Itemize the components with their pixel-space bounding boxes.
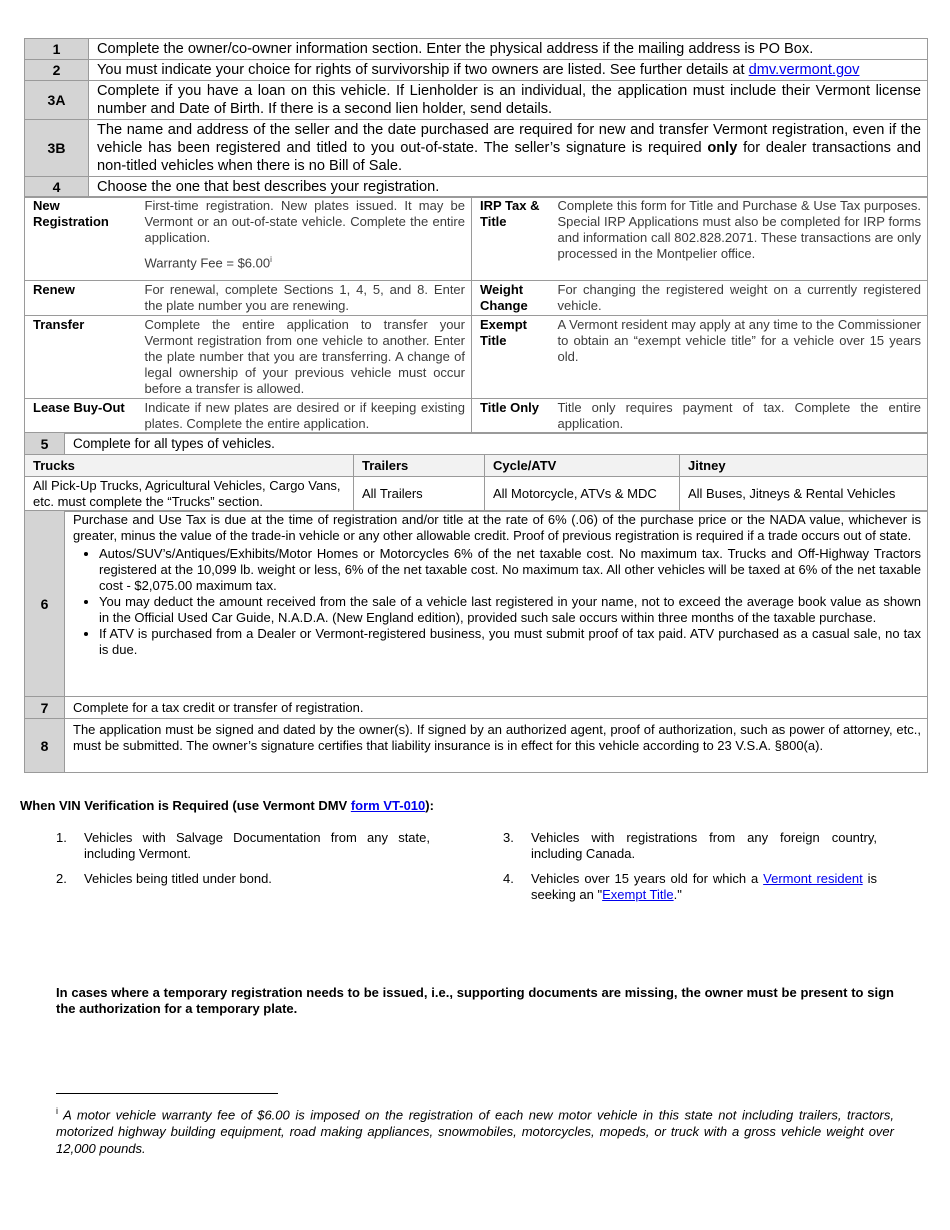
- registration-label-irp: IRP Tax & Title: [472, 197, 550, 281]
- step-number: 1: [25, 39, 89, 60]
- dmv-website-link[interactable]: dmv.vermont.gov: [748, 62, 860, 78]
- section-5-table: [24, 432, 928, 455]
- step-text-body: You must indicate your choice for rights of survivorship if two owners are listed. See further details at: [97, 62, 749, 78]
- registration-row: [25, 197, 928, 281]
- step-row-2: [25, 60, 928, 81]
- registration-desc-transfer: Complete the entire application to transfer your Vermont registration from one vehicle to another. Enter the plate number that you are transferring. A change of legal ownership of your previous vehicle must occur before a transfer is allowed.: [137, 316, 472, 399]
- registration-label-renew: Renew: [25, 281, 137, 316]
- registration-label-weight: Weight Change: [472, 281, 550, 316]
- purchase-use-tax: [65, 511, 928, 697]
- step-text: The application must be signed and dated by the owner(s). If signed by an authorized agent, proof of authorization, such as power of attorney, etc., must be submitted. The owner’s signature certifies that liability insurance is in effect for this vehicle according to 23 V.S.A. §800(a).: [65, 719, 928, 773]
- emphasis-only: only: [707, 140, 738, 156]
- registration-desc-new: [137, 197, 472, 281]
- footnote-marker: i: [270, 255, 272, 264]
- step-row-4: [25, 177, 928, 198]
- vermont-resident-link[interactable]: Vermont resident: [763, 871, 863, 886]
- step-text-part: The name and address of the seller and the date purchased are required for new and transfer Vermont registration, even if the vehicle has been registered and titled to you out-of-state. The seller’s signature is required: [97, 122, 921, 156]
- footnote: [56, 1103, 894, 1157]
- step-row-3b: [25, 120, 928, 177]
- step-row-5: [25, 433, 928, 455]
- step-text: Complete if you have a loan on this vehicle. If Lienholder is an individual, the application must include their Vermont license number and Date of Birth. If there is a second lien holder, send details.: [89, 81, 928, 120]
- tax-rules-list: [73, 546, 921, 658]
- step-number: 3B: [25, 120, 89, 177]
- footnote-text: A motor vehicle warranty fee of $6.00 is imposed on the registration of each new motor vehicle in this state not including trailers, tractors, motorized highway building equipment, road making appliances, snowmobiles, motorcycles, mopeds, or truck with a gross vehicle weight over 12,000 pounds.: [56, 1107, 894, 1157]
- step-row-1: [25, 39, 928, 60]
- step-text: Complete for all types of vehicles.: [65, 433, 928, 455]
- form-vt-010-link[interactable]: form VT-010: [350, 798, 426, 813]
- vin-heading: [20, 798, 920, 814]
- footnote-divider: [56, 1093, 278, 1094]
- step-number: 5: [25, 433, 65, 455]
- registration-label-exempt: Exempt Title: [472, 316, 550, 399]
- step-row-8: [25, 719, 928, 773]
- step-number: 6: [25, 511, 65, 697]
- value-trucks: All Pick-Up Trucks, Agricultural Vehicles, Cargo Vans, etc. must complete the “Trucks” section.: [25, 477, 354, 512]
- item-text-part: .": [673, 887, 682, 902]
- header-cycle-atv: Cycle/ATV: [485, 455, 680, 477]
- value-jitney: All Buses, Jitneys & Rental Vehicles: [680, 477, 928, 512]
- registration-row: [25, 399, 928, 434]
- header-jitney: Jitney: [680, 455, 928, 477]
- step-number: 2: [25, 60, 89, 81]
- vin-heading-text: When VIN Verification is Required (use Vermont DMV: [20, 798, 351, 813]
- warranty-fee: [145, 252, 466, 271]
- registration-desc-text: First-time registration. New plates issued. It may be Vermont or an out-of-state vehicle. Complete the entire application.: [144, 198, 465, 245]
- item-text: Vehicles with Salvage Documentation from any state, including Vermont.: [84, 830, 430, 861]
- step-number: 8: [25, 719, 65, 773]
- registration-desc-irp: Complete this form for Title and Purchase & Use Tax purposes. Special IRP Applications must also be completed for IRP forms and information call 802.828.2071. These transactions are only processed in the Montpelier office.: [550, 197, 928, 281]
- step-row-7: [25, 697, 928, 719]
- registration-desc-exempt: A Vermont resident may apply at any time to the Commissioner to obtain an “exempt vehicle title” for a vehicle over 15 years old.: [550, 316, 928, 399]
- value-trailers: All Trailers: [354, 477, 485, 512]
- list-item: • If ATV is purchased from a Dealer or Vermont-registered business, you must submit proof of tax paid. ATV purchased as a casual sale, no tax is due.: [99, 626, 921, 658]
- exempt-title-link[interactable]: Exempt Title: [602, 887, 674, 902]
- step-number: 3A: [25, 81, 89, 120]
- item-number: 2.: [56, 871, 67, 886]
- step-text: [89, 120, 928, 177]
- step-row-6: [25, 511, 928, 697]
- header-trailers: Trailers: [354, 455, 485, 477]
- footnote-marker: i: [56, 1106, 58, 1116]
- registration-types-table: [24, 196, 928, 434]
- warranty-fee-text: Warranty Fee = $6.00: [144, 255, 271, 271]
- item-text-part: Vehicles over 15 years old for which a: [531, 871, 764, 886]
- step-text: Complete for a tax credit or transfer of registration.: [65, 697, 928, 719]
- header-trucks: Trucks: [25, 455, 354, 477]
- registration-label-lease: Lease Buy-Out: [25, 399, 137, 434]
- registration-desc-renew: For renewal, complete Sections 1, 4, 5, and 8. Enter the plate number you are renewing.: [137, 281, 472, 316]
- registration-row: [25, 316, 928, 399]
- item-text: Vehicles being titled under bond.: [84, 871, 272, 886]
- value-cycle-atv: All Motorcycle, ATVs & MDC: [485, 477, 680, 512]
- registration-label-transfer: Transfer: [25, 316, 137, 399]
- step-text: [89, 60, 928, 81]
- tax-intro: Purchase and Use Tax is due at the time of registration and/or title at the rate of 6% (.06) of the purchase price or the NADA value, whichever is greater, minus the value of the trade-in vehicle or any other allowable credit. Proof of previous registration is required if a trade occurs out of state.: [73, 512, 921, 543]
- vehicle-types-table: [24, 454, 928, 512]
- item-text-part: is seeking an ": [531, 871, 877, 902]
- list-item: • You may deduct the amount received from the sale of a vehicle last registered in your name, not to exceed the average book value as shown in the Official Used Car Guide, N.A.D.A. (New England edition), provided such sale occurs within three months of the taxable purchase.: [99, 594, 921, 626]
- item-number: 4.: [503, 871, 514, 886]
- step-text: Choose the one that best describes your registration.: [89, 177, 928, 198]
- step-text: Complete the owner/co-owner information section. Enter the physical address if the mailing address is PO Box.: [89, 39, 928, 60]
- vehicle-types-values: [25, 477, 928, 512]
- item-text: [531, 871, 877, 903]
- step-row-3a: [25, 81, 928, 120]
- list-item: • Autos/SUV’s/Antiques/Exhibits/Motor Homes or Motorcycles 6% of the net taxable cost. No maximum tax. Trucks and Off-Highway Tractors registered at the 10,099 lb. weight or less, 6% of the net taxable cost. No maximum tax. All other vehicles will be taxed at 6% of the net taxable cost - $2,075.00 maximum tax.: [99, 546, 921, 594]
- step-number: 4: [25, 177, 89, 198]
- registration-row: [25, 281, 928, 316]
- registration-label-title-only: Title Only: [472, 399, 550, 434]
- step-number: 7: [25, 697, 65, 719]
- vin-heading-text: ):: [425, 798, 434, 813]
- section-6-8-table: [24, 510, 928, 773]
- temporary-registration-note: In cases where a temporary registration needs to be issued, i.e., supporting documents are missing, the owner must be present to sign the authorization for a temporary plate.: [56, 985, 894, 1016]
- item-number: 3.: [503, 830, 514, 845]
- registration-desc-title-only: Title only requires payment of tax. Complete the entire application.: [550, 399, 928, 434]
- registration-desc-lease: Indicate if new plates are desired or if keeping existing plates. Complete the entire application.: [137, 399, 472, 434]
- registration-label-new: New Registration: [25, 197, 137, 281]
- step-text-part: for dealer transactions and non-titled vehicles when there is no Bill of Sale.: [97, 140, 921, 174]
- item-number: 1.: [56, 830, 67, 845]
- vehicle-types-header: [25, 455, 928, 477]
- registration-desc-weight: For changing the registered weight on a currently registered vehicle.: [550, 281, 928, 316]
- item-text: Vehicles with registrations from any foreign country, including Canada.: [531, 830, 877, 861]
- steps-table-top: [24, 38, 928, 198]
